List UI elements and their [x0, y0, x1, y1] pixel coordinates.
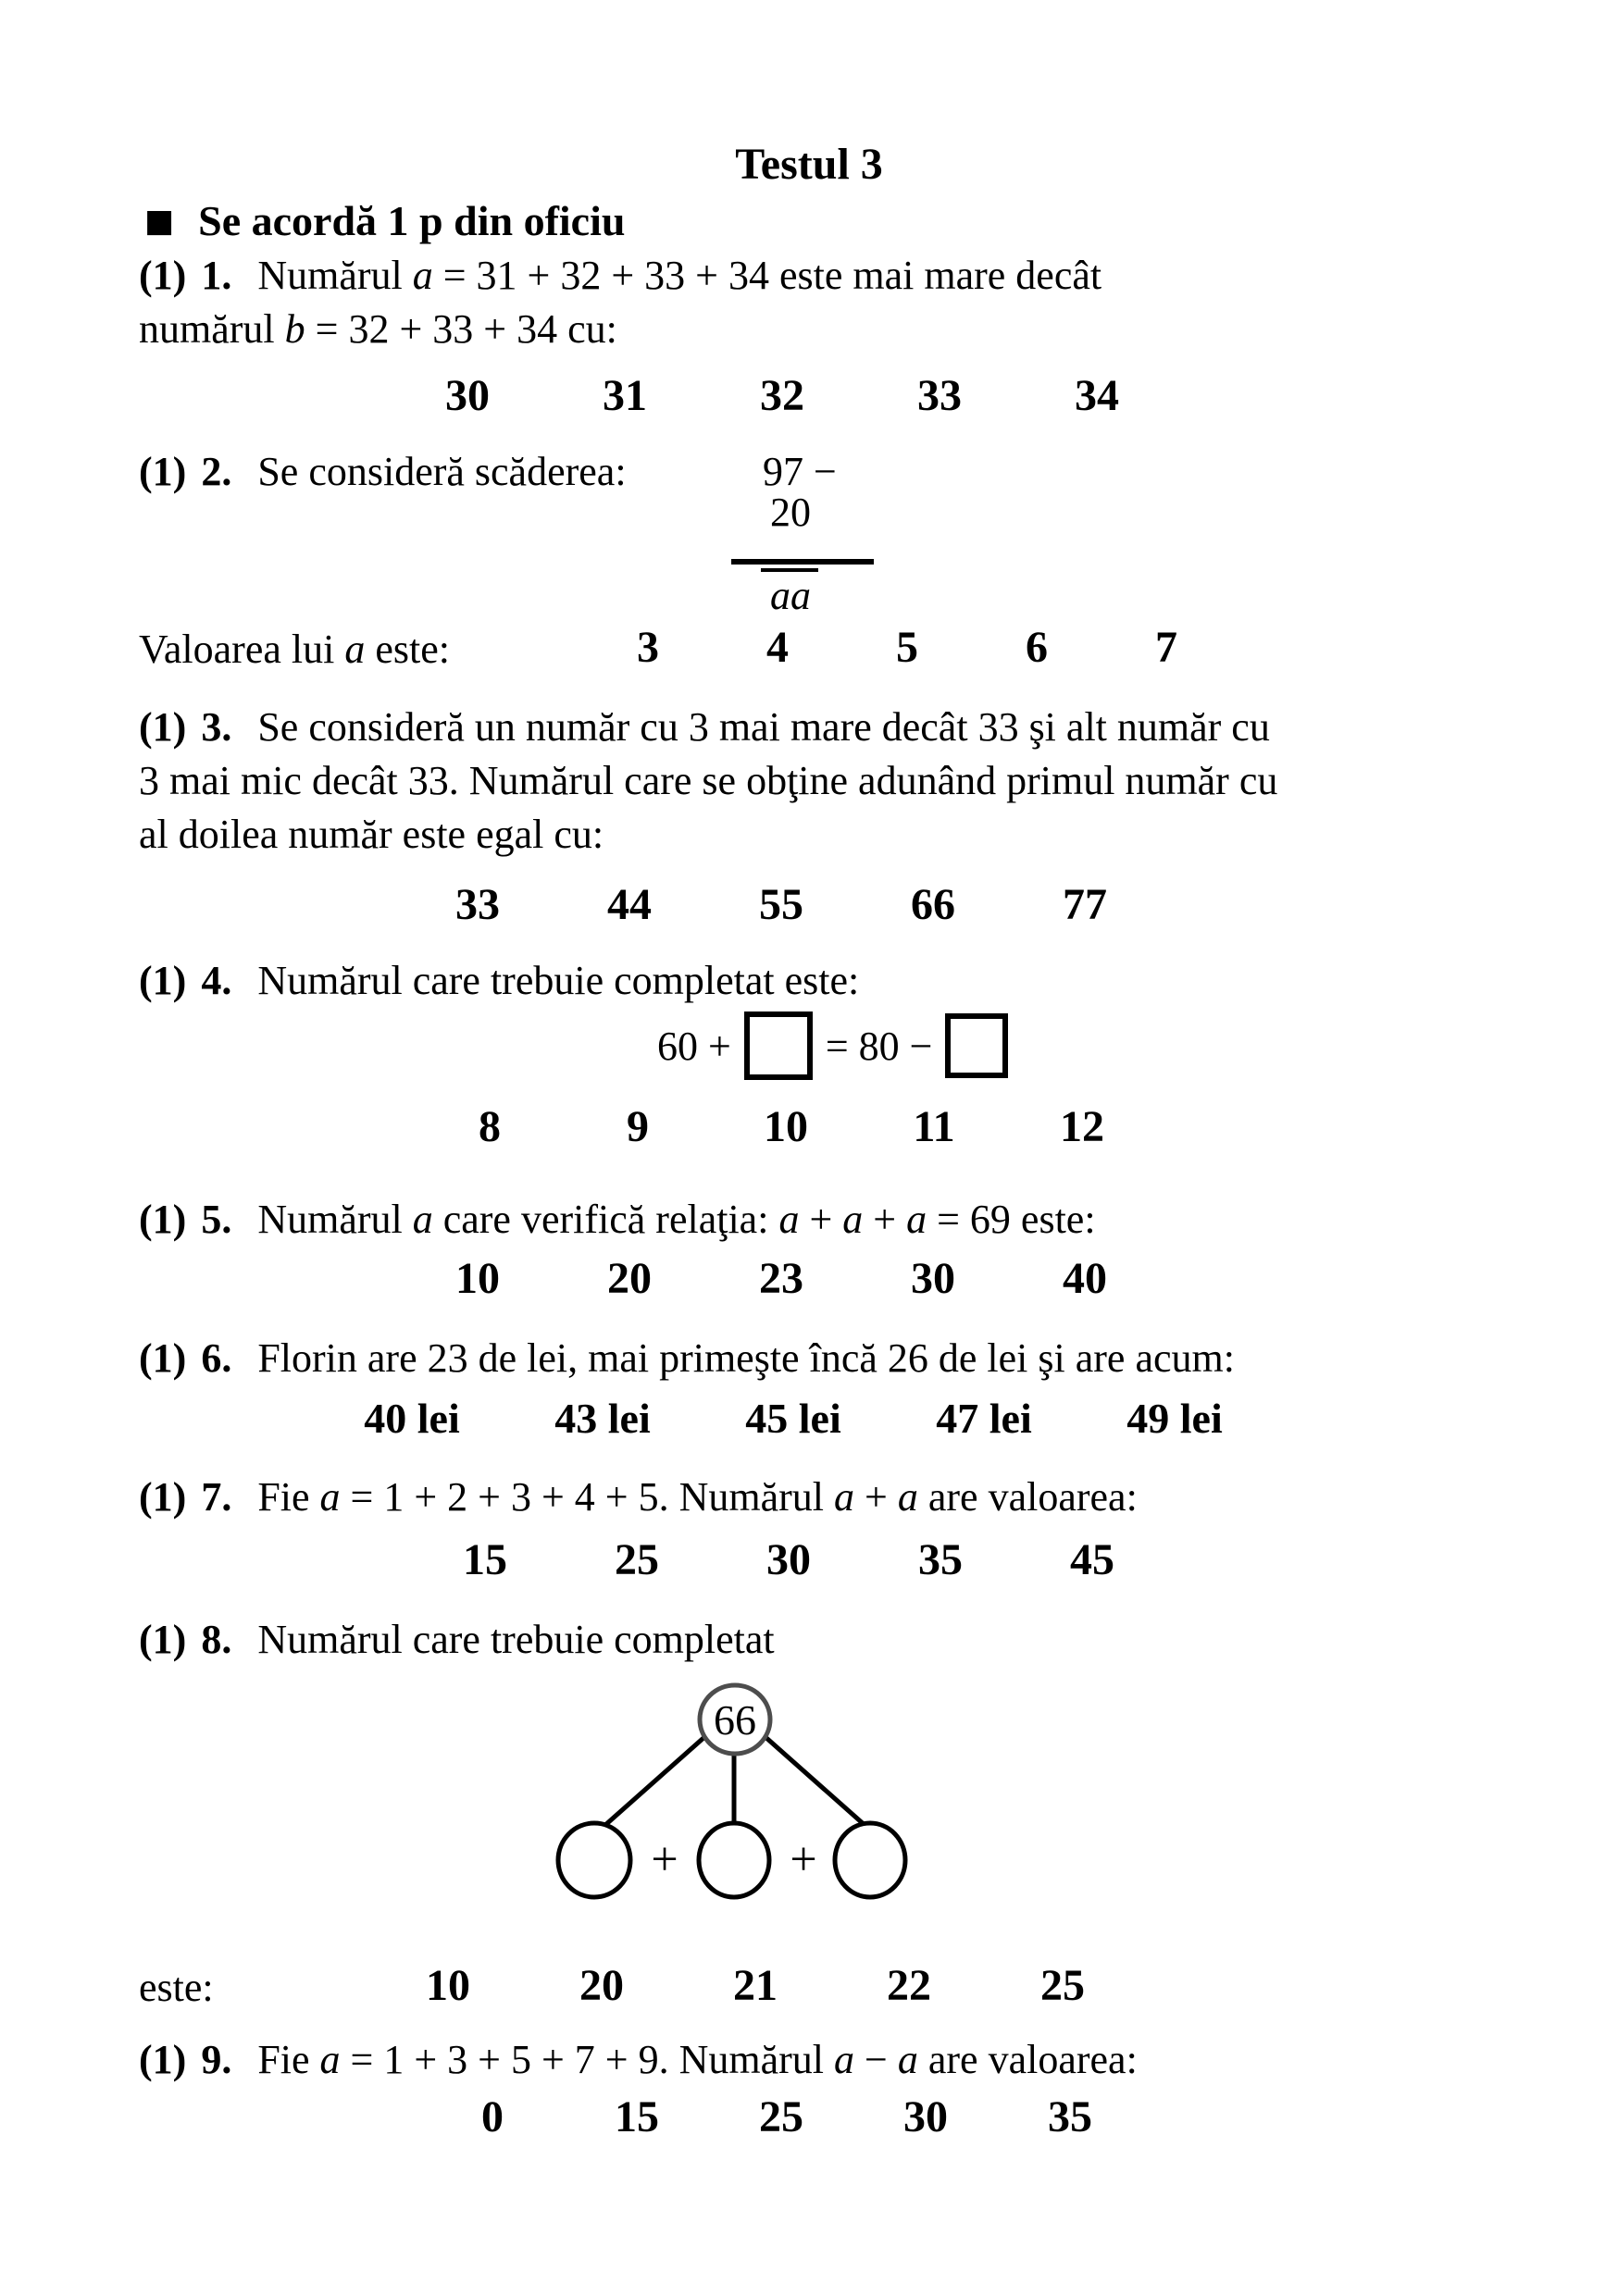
answer-option: 30 [903, 2092, 948, 2141]
text-segment: 3 mai mic decât 33. Numărul care se obţine adunând primul număr cu [139, 758, 1278, 803]
answer-option: 33 [917, 371, 962, 420]
math-variable: a [344, 627, 366, 672]
answer-option: 3 [637, 623, 659, 672]
answer-option: 30 [766, 1535, 811, 1584]
answer-options-row-q1 [440, 370, 1125, 421]
answer-option: 23 [759, 1254, 803, 1303]
answer-options-row-q7 [457, 1534, 1120, 1585]
question-text [139, 812, 604, 857]
diagram-right-branch-line [766, 1738, 865, 1825]
question-6-line [139, 1334, 1235, 1384]
answer-option: 20 [607, 1254, 652, 1303]
points-label: (1) [139, 704, 187, 750]
answer-options-row-q8 [420, 1960, 1090, 2011]
answer-option: 40 [1063, 1254, 1107, 1303]
text-segment: este: [365, 627, 450, 672]
math-variable: a [897, 2037, 918, 2082]
question-7-line [139, 1473, 1138, 1522]
question-text [257, 253, 1101, 298]
math-variable: a [834, 2037, 855, 2082]
points-label: (1) [139, 1617, 187, 1662]
subtraction-rule [731, 559, 874, 565]
math-variable: a [834, 1474, 855, 1520]
points-label: (1) [139, 958, 187, 1003]
answer-option: 77 [1063, 880, 1107, 929]
subtraction-minuend: 97 − [763, 449, 837, 494]
question-3-line-3 [139, 811, 604, 860]
question-text [257, 1197, 1095, 1242]
text-segment: = 1 + 2 + 3 + 4 + 5. Numărul [340, 1474, 835, 1520]
question-number: 1. [201, 253, 232, 298]
question-text [257, 704, 1270, 750]
answer-box [945, 1013, 1008, 1078]
answer-option: 21 [733, 1961, 778, 2010]
question-text [139, 306, 617, 352]
question-text [257, 958, 859, 1003]
math-variable: a [412, 1197, 433, 1242]
text-segment: = 32 + 33 + 34 cu: [305, 306, 617, 352]
answer-options-row-q5 [450, 1253, 1113, 1304]
question-8-line [139, 1616, 775, 1665]
question-4-line [139, 957, 859, 1006]
points-label: (1) [139, 1474, 187, 1520]
answer-option: 20 [579, 1961, 624, 2010]
answer-option: 4 [766, 623, 789, 672]
page-title: Testul 3 [735, 140, 883, 189]
math-variable: a [319, 2037, 341, 2082]
question-3-line-2 [139, 757, 1277, 806]
answer-option: 0 [481, 2092, 504, 2141]
text-segment: Se consideră scăderea: [257, 449, 627, 494]
question-text [257, 1617, 774, 1662]
text-segment: care verifică relaţia: [432, 1197, 779, 1242]
answer-options-row-q2 [620, 622, 1194, 673]
empty-addend-circle [558, 1823, 630, 1897]
diagram-left-branch-line [605, 1738, 703, 1825]
text-segment: Se consideră un număr cu 3 mai mare decât 33 şi alt număr cu [257, 704, 1270, 750]
answer-option: 33 [455, 880, 500, 929]
text-segment: − [854, 2037, 898, 2082]
text-segment: Numărul [257, 253, 413, 298]
answer-option: 11 [913, 1102, 955, 1151]
answer-option: 47 lei [936, 1395, 1032, 1442]
text-segment: + [854, 1474, 898, 1520]
answer-option: 30 [445, 371, 490, 420]
question-text [257, 1474, 1137, 1520]
answer-option: 10 [426, 1961, 470, 2010]
empty-addend-circle [699, 1823, 769, 1897]
question-number: 2. [201, 449, 232, 494]
text-segment: Florin are 23 de lei, mai primeşte încă 26 de lei şi are acum: [257, 1335, 1235, 1381]
answer-option: 10 [764, 1102, 808, 1151]
plus-sign: + [790, 1833, 817, 1886]
question-text [139, 627, 450, 672]
answer-option: 43 lei [554, 1395, 651, 1442]
text-segment: al doilea număr este egal cu: [139, 812, 604, 857]
answer-option: 25 [615, 1535, 659, 1584]
empty-addend-circle [835, 1823, 905, 1897]
question-number: 7. [201, 1474, 232, 1520]
answer-option: 5 [896, 623, 918, 672]
answer-option: 44 [607, 880, 652, 929]
question-text [257, 2037, 1137, 2082]
points-label: (1) [139, 1197, 187, 1242]
text-segment: Valoarea lui [139, 627, 345, 672]
answer-option: 34 [1075, 371, 1119, 420]
question-3-line-1 [139, 703, 1270, 752]
question-text [257, 1335, 1235, 1381]
answer-options-row-q9 [465, 2091, 1098, 2142]
text-segment: Fie [257, 1474, 320, 1520]
equation-left: 60 + [657, 1023, 731, 1069]
answer-option: 15 [615, 2092, 659, 2141]
answer-option: 10 [455, 1254, 500, 1303]
answer-box [744, 1011, 813, 1080]
equation-middle: = 80 − [825, 1023, 933, 1069]
question-9-line [139, 2036, 1138, 2085]
sum-value: 66 [714, 1696, 756, 1744]
question-number: 8. [201, 1617, 232, 1662]
answer-option: 35 [918, 1535, 963, 1584]
text-segment: + [799, 1197, 843, 1242]
answer-option: 7 [1155, 623, 1177, 672]
question-number: 6. [201, 1335, 232, 1381]
text-segment: Numărul care trebuie completat este: [257, 958, 860, 1003]
text-segment: = 31 + 32 + 33 + 34 este mai mare decât [432, 253, 1102, 298]
answer-option: 30 [911, 1254, 955, 1303]
subtraction-subtrahend: 20 [770, 490, 811, 535]
answer-option: 49 lei [1126, 1395, 1223, 1442]
equation-with-boxes [657, 1005, 1008, 1086]
answer-option: 66 [911, 880, 955, 929]
points-label: (1) [139, 449, 187, 494]
answer-option: 45 [1070, 1535, 1114, 1584]
points-label: (1) [139, 253, 187, 298]
question-number: 3. [201, 704, 232, 750]
question-1-line-1 [139, 252, 1101, 301]
subtraction-result-overlined: aa [761, 568, 818, 619]
answer-option: 22 [887, 1961, 931, 2010]
question-2-value-line [139, 626, 450, 675]
question-2-line [139, 448, 627, 497]
question-number: 4. [201, 958, 232, 1003]
math-variable: a [906, 1197, 927, 1242]
answer-option: 25 [1040, 1961, 1085, 2010]
question-1-line-2 [139, 305, 617, 354]
answer-option: 45 lei [745, 1395, 841, 1442]
math-variable: a [778, 1197, 800, 1242]
bonus-note-text: Se acordă 1 p din oficiu [198, 197, 626, 244]
answer-option: 12 [1060, 1102, 1104, 1151]
plus-sign: + [651, 1833, 678, 1886]
answer-option: 25 [759, 2092, 803, 2141]
math-variable: b [284, 306, 305, 352]
answer-options-row-q4 [462, 1101, 1110, 1152]
answer-options-row-q6 [347, 1394, 1239, 1443]
question-text [139, 758, 1277, 803]
text-segment: Fie [257, 2037, 320, 2082]
text-segment: Numărul [257, 1197, 413, 1242]
question-number: 5. [201, 1197, 232, 1242]
math-variable: a [319, 1474, 341, 1520]
answer-option: 55 [759, 880, 803, 929]
number-decomposition-diagram [518, 1677, 963, 1917]
question-8-answer-label: este: [139, 1965, 214, 2010]
question-text [257, 449, 626, 494]
text-segment: are valoarea: [917, 2037, 1138, 2082]
text-segment: = 1 + 3 + 5 + 7 + 9. Numărul [340, 2037, 835, 2082]
text-segment: + [863, 1197, 907, 1242]
answer-option: 15 [463, 1535, 507, 1584]
answer-option: 31 [603, 371, 647, 420]
answer-option: 32 [760, 371, 804, 420]
text-segment: Numărul care trebuie completat [257, 1617, 775, 1662]
bullet-square-icon: ■ [144, 203, 175, 240]
text-segment: numărul [139, 306, 285, 352]
math-variable: a [842, 1197, 864, 1242]
bonus-note-line [144, 196, 625, 245]
answer-option: 6 [1026, 623, 1048, 672]
points-label: (1) [139, 2037, 187, 2082]
answer-option: 40 lei [364, 1395, 460, 1442]
question-5-line [139, 1196, 1096, 1245]
text-segment: = 69 este: [927, 1197, 1096, 1242]
math-variable: a [897, 1474, 918, 1520]
points-label: (1) [139, 1335, 187, 1381]
answer-option: 8 [479, 1102, 501, 1151]
math-variable: a [412, 253, 433, 298]
question-number: 9. [201, 2037, 232, 2082]
answer-options-row-q3 [450, 879, 1113, 930]
text-segment: are valoarea: [917, 1474, 1138, 1520]
answer-option: 9 [627, 1102, 649, 1151]
answer-option: 35 [1048, 2092, 1092, 2141]
